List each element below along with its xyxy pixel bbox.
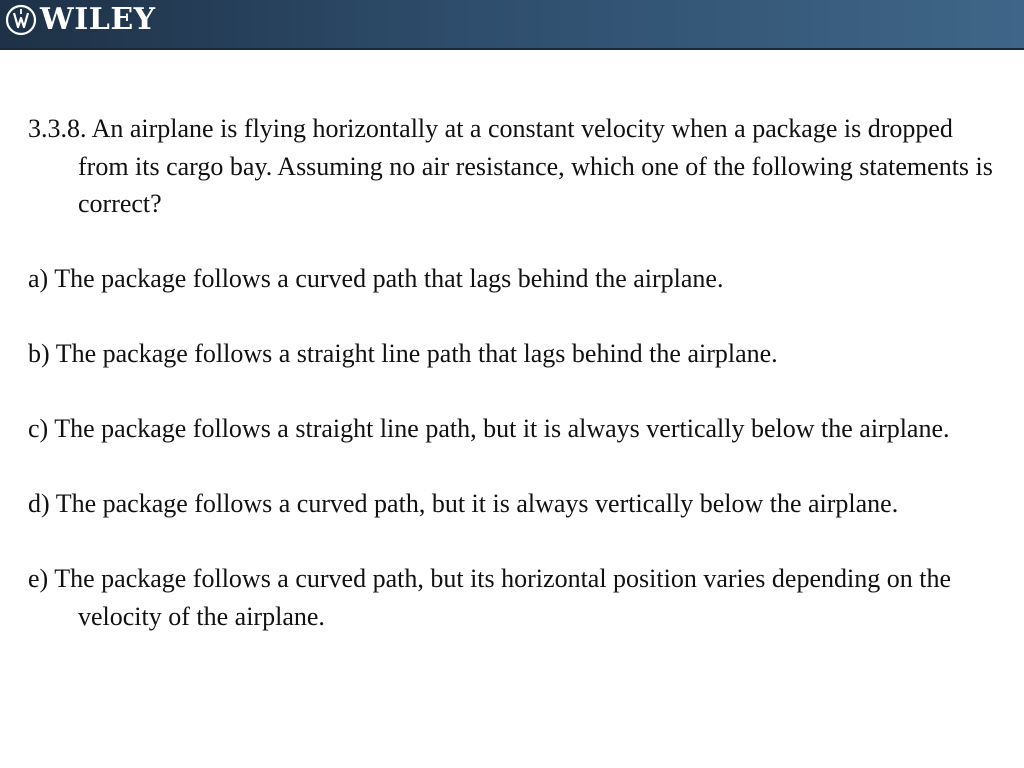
wiley-seal-icon (4, 3, 38, 37)
option-c: c) The package follows a straight line path, but it is always vertically below the airplane. (28, 414, 950, 443)
wiley-logo (4, 3, 156, 37)
header-bar (0, 0, 1024, 50)
option-b: b) The package follows a straight line path that lags behind the airplane. (28, 339, 778, 368)
logo-text: WILEY (40, 2, 156, 37)
option-d: d) The package follows a curved path, but it is always vertically below the airplane. (28, 489, 899, 518)
question-content (28, 110, 998, 635)
option-a: a) The package follows a curved path that lags behind the airplane. (28, 264, 724, 293)
option-e: e) The package follows a curved path, but its horizontal position varies depending on the velocity of the airplane. (28, 564, 951, 631)
question-text: 3.3.8. An airplane is flying horizontally at a constant velocity when a package is dropped from its cargo bay. Assuming no air resistance, which one of the following statements is correct? (28, 114, 993, 218)
